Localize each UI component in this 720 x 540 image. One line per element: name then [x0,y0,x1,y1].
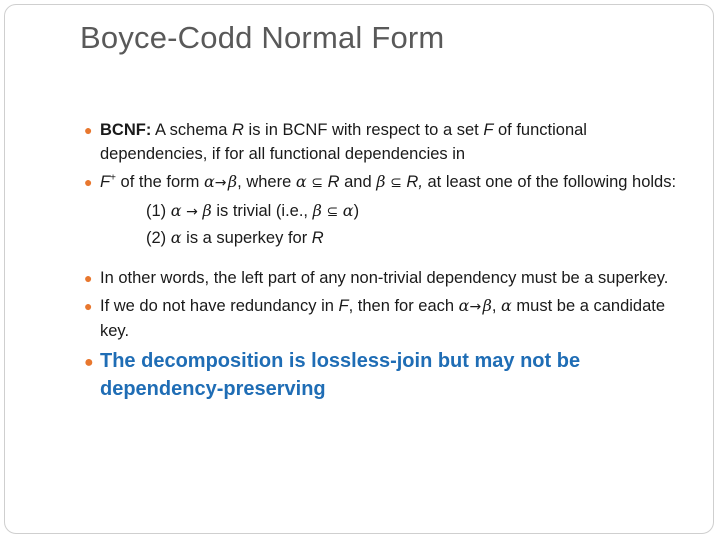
arrow-symbol: → [469,299,482,315]
text: at least one of the following holds: [422,173,677,191]
bcnf-term: BCNF: [100,121,152,139]
set-f: F [338,297,349,315]
subset-symbol: ⊆ [390,175,402,191]
bullet-f-closure [84,170,684,195]
text: is in BCNF with respect to a set [243,121,484,139]
alpha-symbol: α [342,201,354,220]
condition-trivial [84,199,684,224]
bullet-dot-icon: ● [84,270,93,286]
bullet-dot-icon: ● [84,122,93,138]
text: ) [353,202,360,220]
text: In other words, the left part of any non-trivial dependency must be a superkey. [100,269,669,287]
beta-symbol: β [376,172,386,191]
bullet-dot-icon: ● [84,298,93,314]
text: , [491,297,502,315]
slide-content [84,118,684,407]
condition-superkey [84,226,684,250]
schema-r: R [311,229,324,247]
beta-symbol: β [227,172,238,191]
text: is a superkey for [181,229,312,247]
beta-symbol: β [202,201,212,220]
text: of the form [115,173,204,191]
text: If we do not have redundancy in [100,297,339,315]
subset-symbol: ⊆ [326,204,339,220]
text: (1) [146,202,171,220]
text: A schema [151,121,233,139]
bullet-bcnf-definition [84,118,684,166]
schema-r: R [327,173,340,191]
text: must be a candidate key. [100,297,666,340]
schema-r: R, [406,173,423,191]
bullet-other-words [84,266,684,290]
text: of functional dependencies, if for all functional dependencies in [100,121,587,163]
alpha-symbol: α [501,296,512,315]
text: is trivial (i.e., [216,202,313,220]
beta-symbol: β [312,201,322,220]
text: and [339,173,377,191]
text: The decomposition is lossless-join but may not be dependency-preserving [100,350,581,400]
spacer [84,252,684,266]
set-f: F [483,121,494,139]
bullet-redundancy [84,294,684,343]
alpha-symbol: α [203,172,215,191]
alpha-symbol: α [170,201,182,220]
text: (2) [146,229,171,247]
beta-symbol: β [482,296,492,315]
alpha-symbol: α [170,228,182,247]
schema-r: R [232,121,244,139]
alpha-symbol: α [295,172,307,191]
text: , then for each [348,297,459,315]
slide-title: Boyce-Codd Normal Form [80,20,445,55]
bullet-dot-icon: ● [84,174,93,190]
alpha-symbol: α [458,296,470,315]
arrow-symbol: → [186,204,198,220]
bullet-decomposition [84,347,684,403]
closure-plus: + [110,172,116,184]
arrow-symbol: → [214,175,227,191]
text: , where [237,173,296,191]
set-f: F [100,173,111,191]
subset-symbol: ⊆ [311,175,324,191]
bullet-dot-icon: ● [84,354,94,371]
